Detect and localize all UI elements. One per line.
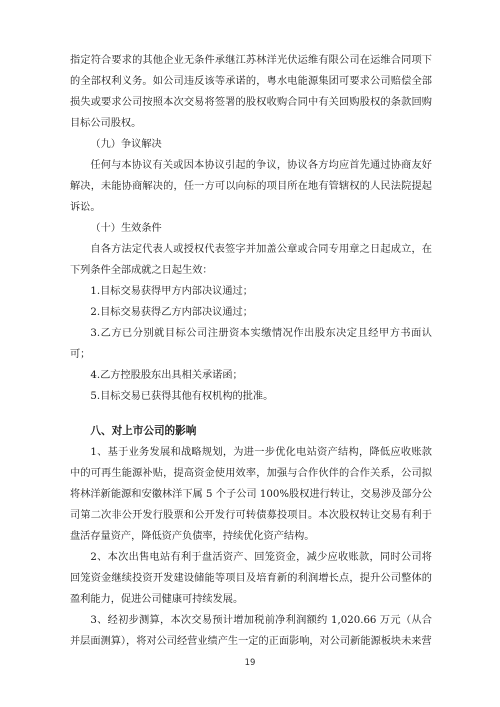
effect-condition-4: 4.乙方控股股东出具相关承诺函；: [90, 370, 243, 381]
dispute-paragraph: 任何与本协议有关或因本协议引起的争议，协议各方均应首先通过协商友好解决，未能协商解决的，任一方可以向标的项目所在地有管辖权的人民法院提起诉讼。: [70, 160, 432, 213]
paragraph-continuation: 指定符合要求的其他企业无条件承继江苏林洋光伏运维有限公司在运维合同项下的全部权利义务。如公司违反该等承诺的，粤水电能源集团可要求公司赔偿全部损失或要求公司按照本次交易将签署的股权收购合同中有关回购股权的条款回购目标公司股权。: [70, 55, 432, 129]
dispute-heading: （九）争议解决: [90, 139, 162, 150]
page-number: 19: [244, 658, 256, 668]
effect-condition-3: 3.乙方已分别就目标公司注册资本实缴情况作出股东决定且经甲方书面认可；: [70, 328, 432, 360]
section-8-paragraph-2: 2、本次出售电站有利于盘活资产、回笼资金，减少应收账款，同时公司将回笼资金继续投资开发建设储能等项目及培育新的利润增长点，提升公司整体的盈利能力，促进公司健康可持续发展。: [70, 552, 432, 605]
effect-intro-paragraph: 自各方法定代表人或授权代表签字并加盖公章或合同专用章之日起成立，在下列条件全部成就之日起生效：: [70, 244, 432, 276]
document-body: [70, 50, 432, 652]
effect-condition-5: 5.目标交易已获得其他有权机构的批准。: [90, 391, 274, 402]
section-8-paragraph-3: 3、经初步测算，本次交易预计增加税前净利润额约 1,020.66 万元（从合并层面测算），将对公司经营业绩产生一定的正面影响，对公司新能源板块未来营: [70, 615, 432, 647]
section-8-paragraph-1: 1、基于业务发展和战略规划，为进一步优化电站资产结构，降低应收账款中的可再生能源补贴，提高资金使用效率，加强与合作伙伴的合作关系，公司拟将林洋新能源和安徽林洋下属 5 个子公司 100%股权进行转让，交易涉及部分公司第二次非公开发行股票和公开发行可转债募投项目。本次股权转让交易有利于盘活存量资产，降低资产负债率，持续优化资产结构。: [70, 447, 432, 542]
section-8-heading: 八、对上市公司的影响: [90, 425, 197, 437]
section-spacer: [70, 407, 432, 421]
effect-heading: （十）生效条件: [90, 223, 162, 234]
effect-condition-2: 2.目标交易获得乙方内部决议通过；: [90, 307, 253, 318]
effect-condition-1: 1.目标交易获得甲方内部决议通过；: [90, 286, 253, 297]
